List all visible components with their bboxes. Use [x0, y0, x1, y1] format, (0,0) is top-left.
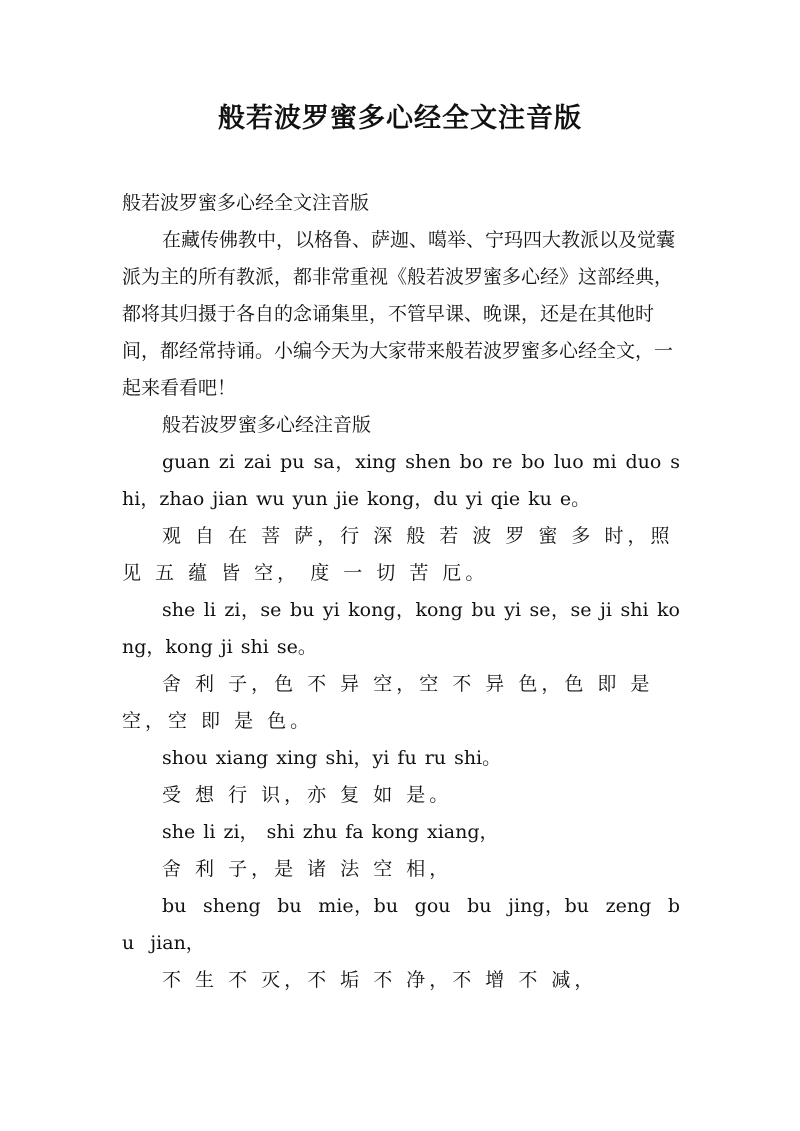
verse-pinyin-5: bu sheng bu mie，bu gou bu jing，bu zeng bu jian，: [122, 895, 680, 954]
document-title: 般若波罗蜜多心经全文注音版: [218, 103, 582, 134]
subtitle-line: 般若波罗蜜多心经全文注音版: [122, 192, 370, 214]
document-body: [122, 185, 680, 999]
verse-pinyin-2: she li zi，se bu yi kong，kong bu yi se，se ji shi kong，kong ji shi se。: [122, 599, 680, 658]
verse-hanzi-2: 舍 利 子，色 不 异 空，空 不 异 色，色 即 是 空，空 即 是 色。: [122, 673, 654, 732]
verse-pinyin-1: guan zi zai pu sa，xing shen bo re bo luo mi duo shi，zhao jian wu yun jie kong，du yi qie ku e。: [122, 451, 680, 510]
verse-pinyin-3: shou xiang xing shi，yi fu ru shi。: [162, 747, 502, 769]
section-heading: 般若波罗蜜多心经注音版: [162, 414, 372, 436]
verse-pinyin-4: she li zi， shi zhu fa kong xiang，: [162, 821, 499, 843]
intro-paragraph: 在藏传佛教中，以格鲁、萨迦、噶举、宁玛四大教派以及觉囊派为主的所有教派，都非常重视《般若波罗蜜多心经》这部经典，都将其归摄于各自的念诵集里，不管早课、晚课，还是在其他时间，都经常持诵。小编今天为大家带来般若波罗蜜多心经全文，一起来看看吧！: [122, 229, 676, 399]
verse-hanzi-4: 舍 利 子，是 诸 法 空 相，: [162, 858, 453, 880]
verse-hanzi-5: 不 生 不 灭，不 垢 不 净，不 增 不 减，: [162, 969, 598, 991]
verse-hanzi-3: 受 想 行 识，亦 复 如 是。: [162, 784, 453, 806]
verse-hanzi-1: 观 自 在 菩 萨，行 深 般 若 波 罗 蜜 多 时，照 见 五 蕴 皆 空， 度 一 切 苦 厄。: [122, 525, 674, 584]
